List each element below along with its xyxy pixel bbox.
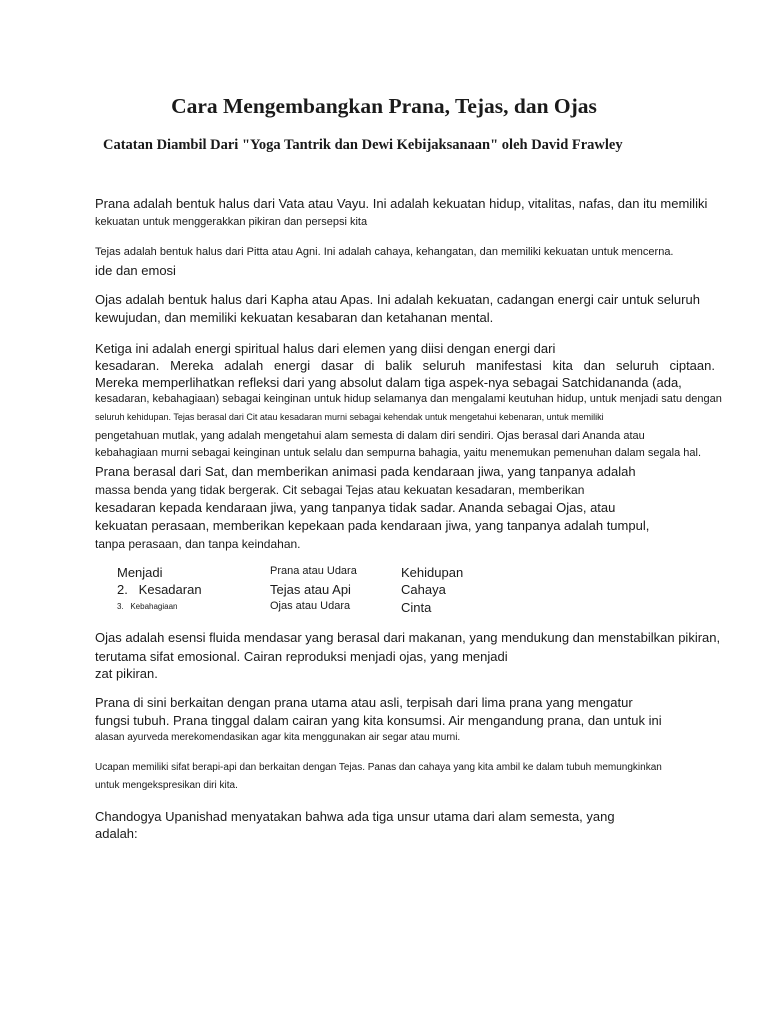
text-line: alasan ayurveda merekomendasikan agar kita menggunakan air segar atau murni. xyxy=(95,732,461,743)
text-line: terutama sifat emosional. Cairan reproduksi menjadi ojas, yang menjadi xyxy=(95,649,508,664)
text-line: ide dan emosi xyxy=(95,263,176,278)
table-cell: Cinta xyxy=(401,600,432,615)
text-line: kesadaran kepada kendaraan jiwa, yang tanpanya tidak sadar. Ananda sebagai Ojas, atau xyxy=(95,500,616,515)
text-line: Prana berasal dari Sat, dan memberikan animasi pada kendaraan jiwa, yang tanpanya adalah xyxy=(95,464,636,479)
table-cell: 3. Kebahagiaan xyxy=(117,602,178,611)
text-line: pengetahuan mutlak, yang adalah mengetahui alam semesta di dalam diri sendiri. Ojas berasal dari Ananda atau xyxy=(95,430,645,442)
text-line: kekuatan perasaan, memberikan kepekaan pada kendaraan jiwa, yang tanpanya adalah tumpul, xyxy=(95,518,650,533)
text-line: Ojas adalah esensi fluida mendasar yang berasal dari makanan, yang mendukung dan menstabilkan pikiran, xyxy=(95,630,721,645)
text-line: Ketiga ini adalah energi spiritual halus dari elemen yang diisi dengan energi dari xyxy=(95,341,556,356)
text-line: massa benda yang tidak bergerak. Cit sebagai Tejas atau kekuatan kesadaran, memberikan xyxy=(95,483,585,497)
text-line: fungsi tubuh. Prana tinggal dalam cairan yang kita konsumsi. Air mengandung prana, dan untuk ini xyxy=(95,713,662,728)
text-line: Chandogya Upanishad menyatakan bahwa ada tiga unsur utama dari alam semesta, yang xyxy=(95,809,615,824)
text-line: Ucapan memiliki sifat berapi-api dan berkaitan dengan Tejas. Panas dan cahaya yang kita ambil ke dalam tubuh memungkinkan xyxy=(95,762,662,773)
table-cell: Prana atau Udara xyxy=(270,565,357,577)
text-line: tanpa perasaan, dan tanpa keindahan. xyxy=(95,537,301,551)
table-cell: Kehidupan xyxy=(401,565,464,580)
text-line: kewujudan, dan memiliki kekuatan kesabaran dan ketahanan mental. xyxy=(95,310,494,325)
table-cell: Menjadi xyxy=(117,565,163,580)
text-line: Prana adalah bentuk halus dari Vata atau Vayu. Ini adalah kekuatan hidup, vitalitas, nafas, dan itu memiliki xyxy=(95,196,708,211)
text-line: Ojas adalah bentuk halus dari Kapha atau Apas. Ini adalah kekuatan, cadangan energi cair untuk seluruh xyxy=(95,292,700,307)
text-line: seluruh kehidupan. Tejas berasal dari Cit atau kesadaran murni sebagai kehendak untuk mengetahui kebenaran, untuk memiliki xyxy=(95,412,604,422)
table-cell: Cahaya xyxy=(401,582,446,597)
text-line: kebahagiaan murni sebagai keinginan untuk selalu dan sempurna bahagia, yaitu menemukan pemenuhan dalam segala hal. xyxy=(95,447,702,459)
document-subtitle: Catatan Diambil Dari "Yoga Tantrik dan Dewi Kebijaksanaan" oleh David Frawley xyxy=(103,137,623,153)
text-line: adalah: xyxy=(95,826,138,841)
document-title: Cara Mengembangkan Prana, Tejas, dan Ojas xyxy=(171,94,597,118)
table-cell: Ojas atau Udara xyxy=(270,600,351,612)
text-line: Prana di sini berkaitan dengan prana utama atau asli, terpisah dari lima prana yang mengatur xyxy=(95,695,633,710)
text-line: kesadaran, kebahagiaan) sebagai keinginan untuk hidup selamanya dan mengalami keutuhan hidup, untuk menjadi satu dengan xyxy=(95,393,722,405)
text-line: kesadaran. Mereka adalah energi dasar di balik seluruh manifestasi kita dan seluruh ciptaan. xyxy=(95,358,715,373)
table-cell: 2. Kesadaran xyxy=(117,582,202,597)
table-cell: Tejas atau Api xyxy=(270,582,351,597)
text-line: zat pikiran. xyxy=(95,666,158,681)
text-line: Mereka memperlihatkan refleksi dari yang absolut dalam tiga aspek-nya sebagai Satchidananda (ada, xyxy=(95,375,682,390)
text-line: Tejas adalah bentuk halus dari Pitta atau Agni. Ini adalah cahaya, kehangatan, dan memiliki kekuatan untuk mencerna. xyxy=(95,246,674,258)
text-line: kekuatan untuk menggerakkan pikiran dan persepsi kita xyxy=(95,216,368,228)
text-line: untuk mengekspresikan diri kita. xyxy=(95,780,238,791)
